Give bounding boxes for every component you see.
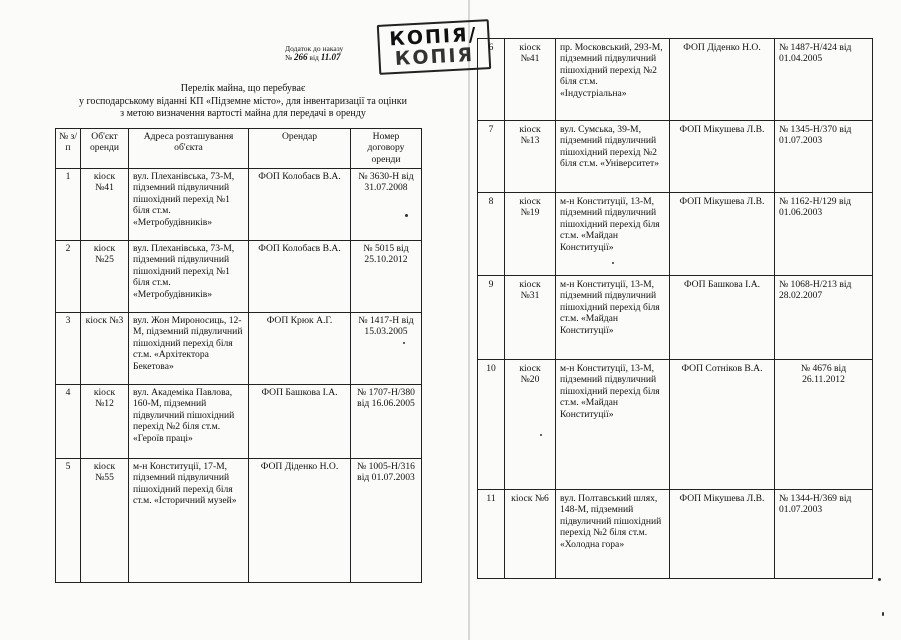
row-address: м-н Конституції, 17-М, підземний підвуличний пішохідний перехід біля ст.м. «Історичний музей» bbox=[129, 459, 249, 583]
row-object: кіоск №19 bbox=[505, 193, 556, 276]
scan-speck bbox=[540, 434, 542, 436]
row-number: 11 bbox=[478, 490, 505, 579]
header-address: Адреса розташування об'єкта bbox=[129, 129, 249, 169]
row-tenant: ФОП Колобаєв В.А. bbox=[249, 241, 351, 313]
row-contract: № 5015 від 25.10.2012 bbox=[351, 241, 422, 313]
annex-date: 11.07 bbox=[320, 52, 341, 62]
title-line2: у господарському віданні КП «Підземне місто», для інвентаризації та оцінки bbox=[79, 95, 407, 107]
table-row bbox=[478, 360, 873, 490]
header-number: № з/п bbox=[56, 129, 81, 169]
row-address: пр. Московський, 293-М, підземний підвуличний пішохідний перехід №2 біля ст.м. «Індустріальна» bbox=[556, 39, 670, 121]
stamp-line2: КОПІЯ bbox=[394, 43, 475, 71]
scan-speck bbox=[403, 342, 405, 344]
annex-number: 266 bbox=[294, 52, 308, 62]
table-row bbox=[56, 313, 422, 385]
row-contract: № 1417-Н від 15.03.2005 bbox=[351, 313, 422, 385]
row-number: 1 bbox=[56, 169, 81, 241]
row-contract: № 3630-Н від 31.07.2008 bbox=[351, 169, 422, 241]
row-address: м-н Конституції, 13-М, підземний підвуличний пішохідний перехід біля ст.м. «Майдан Конституції» bbox=[556, 360, 670, 490]
row-tenant: ФОП Сотніков В.А. bbox=[670, 360, 775, 490]
row-object: кіоск №12 bbox=[81, 385, 129, 459]
scan-speck bbox=[612, 262, 614, 264]
row-number: 2 bbox=[56, 241, 81, 313]
scan-speck bbox=[882, 612, 884, 616]
table-row bbox=[478, 276, 873, 360]
row-number: 6 bbox=[478, 39, 505, 121]
annex-number-label: № bbox=[285, 53, 293, 62]
row-contract: № 1162-Н/129 від 01.06.2003 bbox=[775, 193, 873, 276]
row-address: м-н Конституції, 13-М, підземний підвуличний пішохідний перехід біля ст.м. «Майдан Конституції» bbox=[556, 193, 670, 276]
table-row bbox=[56, 241, 422, 313]
row-tenant: ФОП Колобаєв В.А. bbox=[249, 169, 351, 241]
row-number: 4 bbox=[56, 385, 81, 459]
row-address: вул. Жон Мироносиць, 12-М, підземний підвуличний пішохідний перехід біля ст.м. «Архітектора Бекетова» bbox=[129, 313, 249, 385]
row-tenant: ФОП Мікушева Л.В. bbox=[670, 121, 775, 193]
table-row bbox=[56, 169, 422, 241]
stamp-line1: КОПІЯ/ bbox=[388, 23, 479, 51]
row-number: 7 bbox=[478, 121, 505, 193]
table-row bbox=[56, 459, 422, 583]
row-address: м-н Конституції, 13-М, підземний підвуличний пішохідний перехід біля ст.м. «Майдан Конституції» bbox=[556, 276, 670, 360]
title-line1: Перелік майна, що перебуває bbox=[180, 83, 306, 94]
table-row bbox=[478, 193, 873, 276]
annex-prefix: Додаток до наказу bbox=[285, 44, 344, 53]
document-title bbox=[48, 83, 438, 121]
property-table-left bbox=[55, 128, 422, 583]
row-object: кіоск №41 bbox=[505, 39, 556, 121]
scan-speck bbox=[878, 578, 881, 581]
row-contract: № 1344-Н/369 від 01.07.2003 bbox=[775, 490, 873, 579]
table-row bbox=[56, 385, 422, 459]
table-row bbox=[478, 39, 873, 121]
table-row bbox=[478, 121, 873, 193]
row-object: кіоск №20 bbox=[505, 360, 556, 490]
header-object: Об'єкт оренди bbox=[81, 129, 129, 169]
row-tenant: ФОП Діденко Н.О. bbox=[249, 459, 351, 583]
row-object: кіоск №3 bbox=[81, 313, 129, 385]
row-address: вул. Академіка Павлова, 160-М, підземний підвуличний пішохідний перехід №2 біля ст.м. «Героїв праці» bbox=[129, 385, 249, 459]
row-tenant: ФОП Мікушева Л.В. bbox=[670, 193, 775, 276]
row-number: 3 bbox=[56, 313, 81, 385]
row-contract: № 1068-Н/213 від 28.02.2007 bbox=[775, 276, 873, 360]
row-tenant: ФОП Крюк А.Г. bbox=[249, 313, 351, 385]
header-contract: Номер договору оренди bbox=[351, 129, 422, 169]
row-contract: № 1707-Н/380 від 16.06.2005 bbox=[351, 385, 422, 459]
scan-speck bbox=[405, 214, 408, 217]
row-number: 8 bbox=[478, 193, 505, 276]
row-number: 5 bbox=[56, 459, 81, 583]
row-object: кіоск №31 bbox=[505, 276, 556, 360]
header-tenant: Орендар bbox=[249, 129, 351, 169]
row-address: вул. Плеханівська, 73-М, підземний підвуличний пішохідний перехід №1 біля ст.м. «Метробудівників» bbox=[129, 241, 249, 313]
row-object: кіоск №25 bbox=[81, 241, 129, 313]
row-contract: № 4676 від 26.11.2012 bbox=[775, 360, 873, 490]
row-address: вул. Сумська, 39-М, підземний підвуличний пішохідний перехід №2 біля ст.м. «Університет» bbox=[556, 121, 670, 193]
property-table-right bbox=[477, 38, 873, 579]
row-object: кіоск №13 bbox=[505, 121, 556, 193]
page-gutter bbox=[468, 0, 470, 640]
row-address: вул. Плеханівська, 73-М, підземний підвуличний пішохідний перехід №1 біля ст.м. «Метробудівників» bbox=[129, 169, 249, 241]
row-tenant: ФОП Башкова І.А. bbox=[670, 276, 775, 360]
table-header-row bbox=[56, 129, 422, 169]
table-row bbox=[478, 490, 873, 579]
row-address: вул. Полтавський шлях, 148-М, підземний підвуличний пішохідний перехід №2 біля ст.м. «Холодна гора» bbox=[556, 490, 670, 579]
row-tenant: ФОП Башкова І.А. bbox=[249, 385, 351, 459]
title-line3: з метою визначення вартості майна для передачі в оренду bbox=[120, 108, 366, 119]
row-number: 9 bbox=[478, 276, 505, 360]
row-contract: № 1345-Н/370 від 01.07.2003 bbox=[775, 121, 873, 193]
row-object: кіоск №6 bbox=[505, 490, 556, 579]
row-object: кіоск №55 bbox=[81, 459, 129, 583]
copy-stamp bbox=[377, 19, 491, 75]
annex-note bbox=[285, 44, 343, 62]
row-contract: № 1487-Н/424 від 01.04.2005 bbox=[775, 39, 873, 121]
row-tenant: ФОП Діденко Н.О. bbox=[670, 39, 775, 121]
row-tenant: ФОП Мікушева Л.В. bbox=[670, 490, 775, 579]
row-contract: № 1005-Н/316 від 01.07.2003 bbox=[351, 459, 422, 583]
row-number: 10 bbox=[478, 360, 505, 490]
row-object: кіоск №41 bbox=[81, 169, 129, 241]
annex-date-label: від bbox=[309, 53, 319, 62]
